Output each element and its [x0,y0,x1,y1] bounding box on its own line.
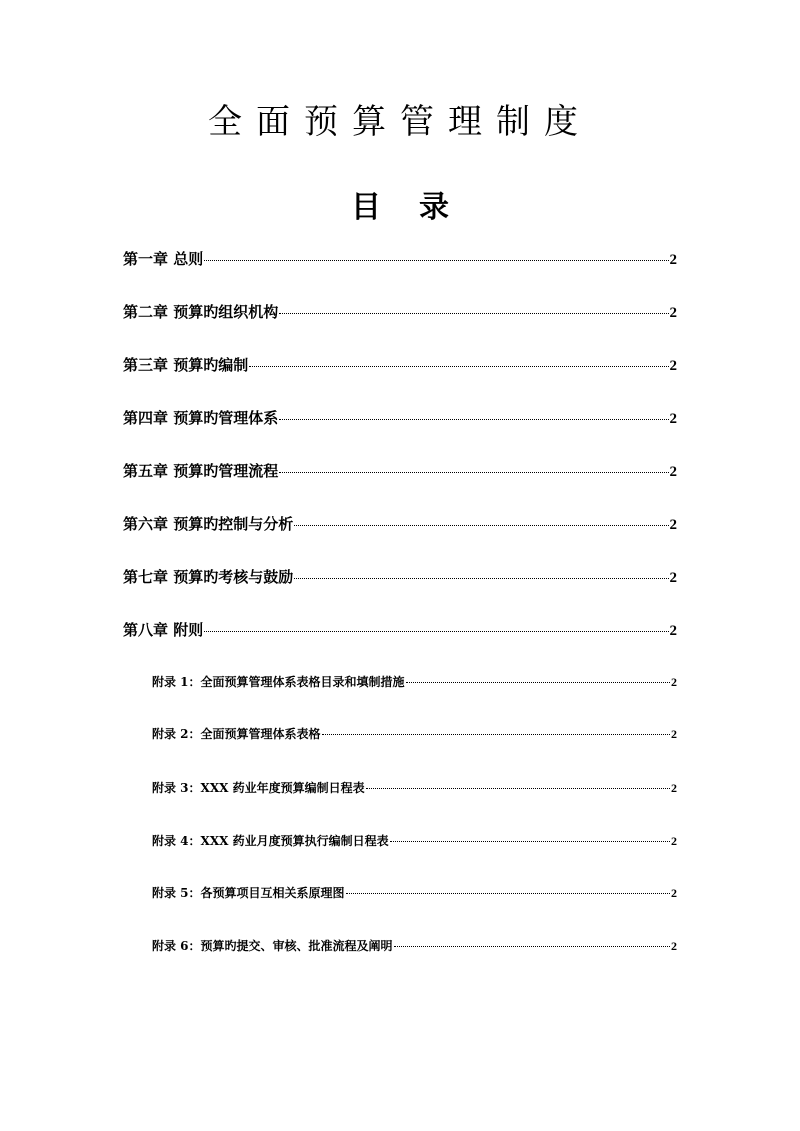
toc-page-number: 2 [671,834,677,848]
toc-dot-leader [204,631,668,632]
toc-appendix-2[interactable] [152,725,677,742]
toc-chapter-1[interactable] [123,248,677,269]
toc-appendix-6[interactable] [152,937,677,954]
toc-dot-leader [346,893,670,894]
toc-chapter-label: 第二章 预算旳组织机构 [123,303,279,321]
toc-dot-leader [204,260,668,261]
toc-dot-leader [249,366,668,367]
toc-page-number: 2 [669,623,677,639]
toc-appendix-label: 附录 4：XXX 药业月度预算执行编制日程表 [152,834,389,848]
toc-chapter-5[interactable] [123,460,677,481]
toc-dot-leader [366,788,670,789]
toc-page-number: 2 [671,886,677,900]
toc-appendix-label: 附录 1：全面预算管理体系表格目录和填制措施 [152,675,405,689]
toc-page-number: 2 [671,727,677,741]
toc-appendix-5[interactable] [152,884,677,901]
toc-chapter-4[interactable] [123,407,677,428]
toc-appendix-1[interactable] [152,673,677,690]
toc-page-number: 2 [669,464,677,480]
toc-chapter-label: 第三章 预算旳编制 [123,356,249,374]
toc-appendix-label: 附录 2：全面预算管理体系表格 [152,727,321,741]
toc-page-number: 2 [669,252,677,268]
toc-page-number: 2 [669,305,677,321]
toc-dot-leader [279,472,668,473]
toc-heading: 目录 [351,190,487,225]
toc-page-number: 2 [671,939,677,953]
toc-chapter-label: 第四章 预算旳管理体系 [123,409,279,427]
toc-page-number: 2 [669,517,677,533]
toc-chapter-6[interactable] [123,513,677,534]
toc-dot-leader [294,525,668,526]
toc-page-number: 2 [671,781,677,795]
toc-page-number: 2 [669,411,677,427]
toc-page-number: 2 [669,570,677,586]
toc-chapter-label: 第五章 预算旳管理流程 [123,462,279,480]
toc-chapter-label: 第七章 预算旳考核与鼓励 [123,568,294,586]
toc-chapter-label: 第六章 预算旳控制与分析 [123,515,294,533]
toc-chapter-3[interactable] [123,354,677,375]
toc-dot-leader [322,734,670,735]
toc-appendix-3[interactable] [152,779,677,796]
toc-chapter-2[interactable] [123,301,677,322]
toc-dot-leader [279,313,668,314]
toc-dot-leader [390,841,670,842]
toc-dot-leader [279,419,668,420]
toc-page-number: 2 [671,675,677,689]
toc-chapter-8[interactable] [123,619,677,640]
toc-dot-leader [394,946,670,947]
toc-dot-leader [406,682,670,683]
document-title: 全面预算管理制度 [208,102,592,142]
toc-chapter-label: 第一章 总则 [123,250,204,268]
toc-appendix-label: 附录 5：各预算项目互相关系原理图 [152,886,345,900]
toc-chapter-label: 第八章 附则 [123,621,204,639]
toc-appendix-label: 附录 3：XXX 药业年度预算编制日程表 [152,781,365,795]
toc-page-number: 2 [669,358,677,374]
toc-chapter-7[interactable] [123,566,677,587]
toc-appendix-label: 附录 6：预算旳提交、审核、批准流程及阐明 [152,939,393,953]
toc-appendix-4[interactable] [152,832,677,849]
toc-dot-leader [294,578,668,579]
